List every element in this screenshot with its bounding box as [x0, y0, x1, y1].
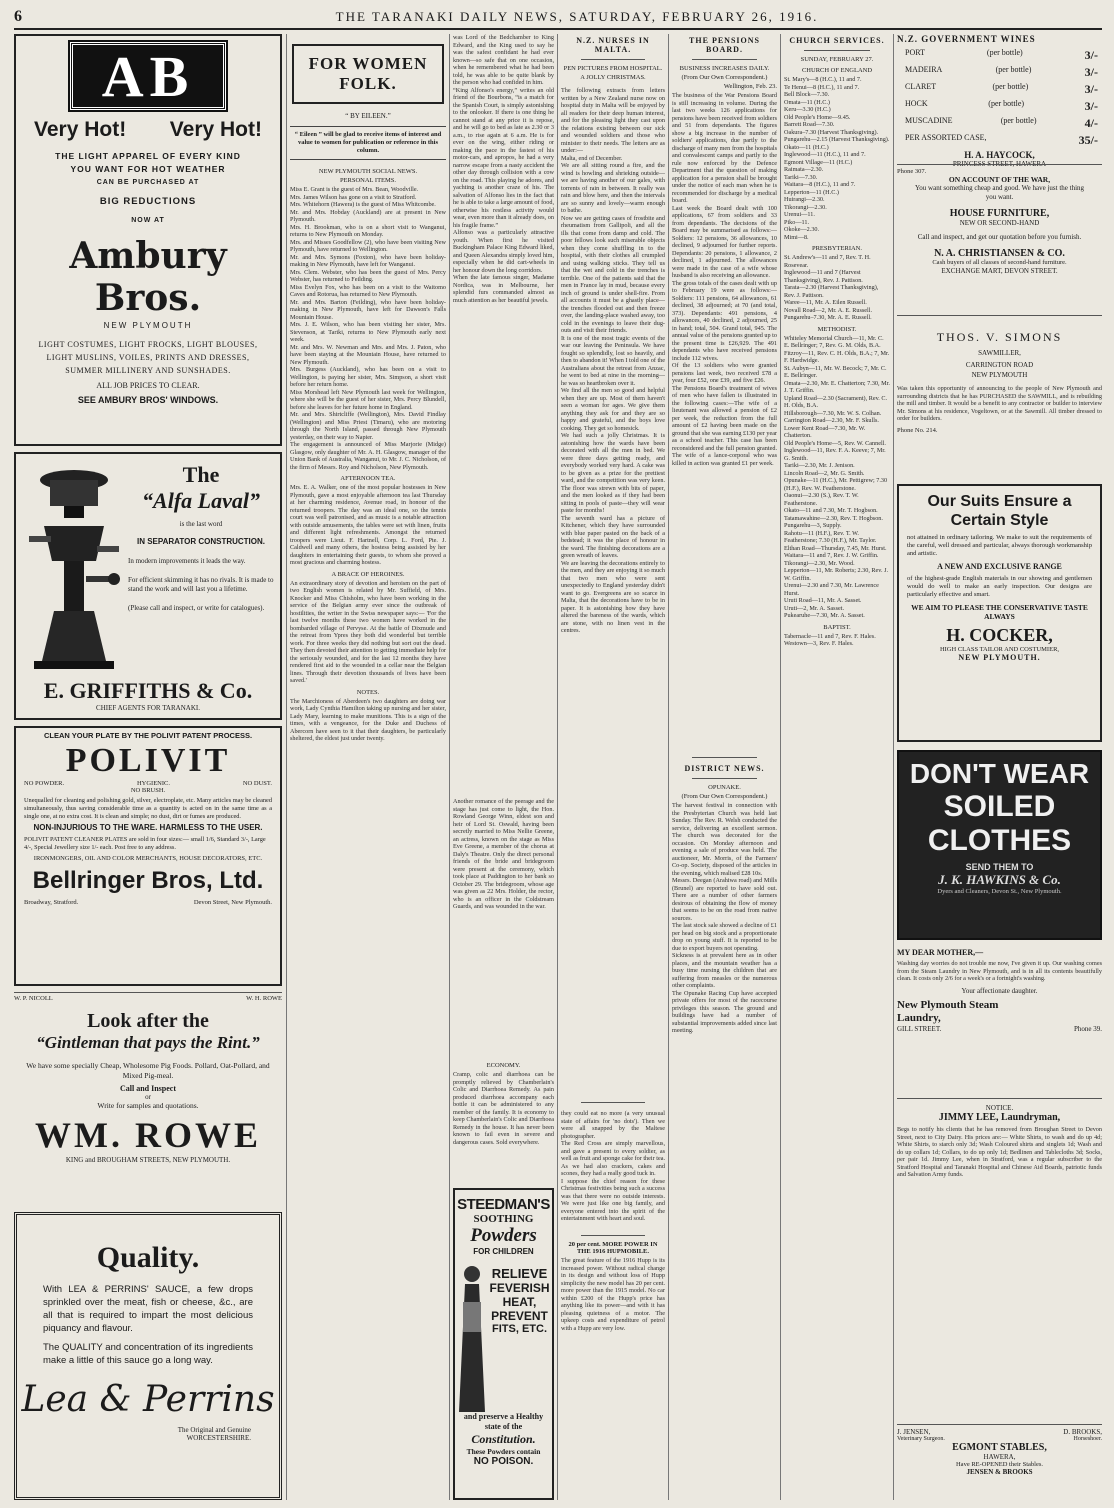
- church-section-text: St. Andrew's—11 and 7, Rev. T. H. Rosevear. Inglewood—11 and 7 (Harvest Thanksgiving), Rev. J. Pattison. Tarata—2.30 (Harvest Thanksgiving), Rev. J. Pattison. Waree—11, Mr. A. Eilen Russell. Novall Road—2, Mr. A. E. Russell. Pungarehu–7.30, Mr. A. E. Russell.: [784, 254, 879, 321]
- wine-name: MUSCADINE: [905, 116, 953, 125]
- lea-footer: The Original and Genuine WORCESTERSHIRE.: [177, 1426, 251, 1442]
- church-section-head: METHODIST.: [817, 325, 857, 333]
- jimmy-lee-notice: [897, 1104, 1102, 1384]
- steedman-constitution: Constitution.: [471, 1432, 536, 1446]
- soiled-send: SEND THEM TO: [965, 862, 1034, 872]
- simons-ad: [897, 322, 1102, 472]
- pensions-title: THE PENSIONS BOARD.: [689, 36, 760, 54]
- notice-name: JIMMY LEE, Laundryman,: [938, 1112, 1061, 1123]
- soiled-clothes-ad: [897, 750, 1102, 940]
- afternoon-tea-head: AFTERNOON TEA.: [340, 475, 396, 482]
- pensions-text: The business of the War Pensions Board is still increasing in volume. During the last two weeks 126 applications for pensions have been received from soldiers and 51 from dependants. The figures show a big increase in the number of soldiers' applications, due partly to the discharge of many men from the hospitals and convalescent camps and partly to the rule now enforced by the Defence Department that the question of making application for a pension shall be brought under the notice of each man when he is recommended for discharge by a medical board. Last week the Board dealt with 100 applications, 67 from soldiers and 33 from dependants. The decisions of the Board may be summarised as follows:— Soldiers: 12 pensions, 36 allowances, 10 declined, 9 adjourned for further reports. Dependants: 20 pensions, 1 allowance, 2 declined, 1 adjourned. The allowances were made in the case of a wife whose husband is also receiving an allowance. The gross totals of the cases dealt with up to February 19 were as follows:—Soldiers: 111 pensions, 64 allowances, 61 declined, 38 adjourned; at 70 (and total, 373). Dependants: 491 pensions, 4 allowances, 40 declined, 2 adjourned, 25 in hand; total, 504. Grand total, 945. The annual value of the pensions granted up to the present time is £26,929. The 491 dependants who have received pensions include 112 wives. Of the 13 soldiers who were granted pensions last week, two received £78 a year, four £52, one £39, and five £26. The Pensions Board's treatment of wives of men who have fallen is illustrated in the following cases:—The wife of a lieutenant was allowed a pension of £2 per week, the reduction from the full amount of £2 having been made on the ground that she was earning £130 per year as a school teacher. This case has been reconsidered and the full pension granted. The wife of a lance-corporal who was killed in action was granted £1 per week.: [672, 92, 777, 467]
- wine-row: [905, 116, 1098, 131]
- wine-unit: (per bottle): [1000, 116, 1037, 125]
- lea-body-2: The QUALITY and concentration of its ingredients make a little of this sauce go a long way.: [43, 1342, 253, 1366]
- ab-company: Ambury Bros.: [69, 235, 227, 319]
- personal-items-head: PERSONAL ITEMS.: [339, 177, 397, 184]
- pensions-sub: BUSINESS INCREASES DAILY.: [679, 65, 770, 72]
- wine-price: 3/-: [1084, 65, 1098, 79]
- lea-signature: Lea & Perrins: [21, 1379, 275, 1420]
- polivit-non-injurious: NON-INJURIOUS TO THE WARE. HARMLESS TO THE USER.: [33, 823, 263, 833]
- rowe-right-name: W. H. ROWE: [246, 995, 282, 1002]
- wine-row: [905, 82, 1098, 97]
- alfa-last-word: is the last word: [179, 520, 223, 528]
- wine-price: 4/-: [1084, 116, 1098, 130]
- church-section-text: St. Mary's—8 (H.C.), 11 and 7. Te Henui—8 (H.C.), 11 and 7. Bell Block—7.30. Omata—11 (H.C.) Keru—3.30 (H.C.) Old People's Home—9.45. Barrett Road—7.30. Oakura–7.30 (Harvest Thanksgiving). Pungarehu—2.15 (Harvest Thanksgiving). Okato—11 (H.C.) Inglewood—11 (H.C.), 11 and 7. Egmont Village—11 (H.C.) Raimata—2.30. Tariki—7.30. Waitara—8 (H.C.), 11 and 7. Lepperton—11 (H.C.) Huirangi—2.30. Tikorangi—2.30. Urenui—11. Piko—11. Okoke—2.30. Mimi—8.: [784, 76, 890, 241]
- laundry-body: Washing day worries do not trouble me now, I've given it up. Our washing comes from the Steam Laundry in New Plymouth, and is in all its contents beautifully clean. It costs only 2/6 for a week's or a fortnight's washing.: [897, 960, 1104, 982]
- alfa-improvements: In modern improvements it leads the way.: [128, 557, 246, 565]
- laundry-greeting: MY DEAR MOTHER,—: [897, 948, 984, 957]
- nurse-figure-icon: [457, 1262, 487, 1412]
- laundry-ad: [897, 948, 1102, 1099]
- church-section-head: PRESBYTERIAN.: [811, 245, 863, 252]
- women-folk-notice: “ Eileen ” will be glad to receive items of interest and value to women for publication or reference in this column.: [290, 126, 446, 160]
- cocker-body: not attained in ordinary tailoring. We make to suit the requirements of the careful, well dressed and particular, always thorough workmanship and artistic.: [907, 534, 1092, 557]
- simons-town: NEW PLYMOUTH: [971, 371, 1028, 379]
- christiansen-buyers: Cash buyers of all classes of second-hand furniture.: [932, 259, 1067, 266]
- steedman-heat: HEAT,: [502, 1295, 537, 1309]
- haycock-phone: Phone 307.: [897, 168, 927, 175]
- rowe-left-name: W. P. NICOLL: [14, 995, 53, 1002]
- ab-prices: ALL JOB PRICES TO CLEAR.: [96, 381, 200, 390]
- alfa-catalogues: (Please call and inspect, or write for catalogues).: [128, 604, 265, 612]
- polivit-name: POLIVIT: [65, 742, 231, 779]
- polivit-ad: [14, 726, 282, 986]
- wine-row: [905, 48, 1098, 63]
- rowe-look: Look after the: [87, 1010, 209, 1032]
- steedman-ad: [453, 1188, 554, 1500]
- polivit-hygienic: HYGIENIC.: [136, 780, 170, 787]
- rowe-body: We have some specially Cheap, Wholesome Pig Foods. Pollard, Oat-Pollard, and Mixed Pig-meal.: [26, 1061, 270, 1080]
- society-column: [453, 34, 554, 1500]
- hupmobile-head: 20 per cent. MORE POWER IN THE 1916 HUPMOBILE.: [568, 1241, 658, 1255]
- steedman-for-children: FOR CHILDREN: [473, 1247, 534, 1256]
- notes-head: NOTES.: [356, 688, 380, 696]
- heroines-head: A BRACE OF HEROINES.: [331, 570, 405, 578]
- nurses-text: The following extracts from letters written by a New Zealand nurse now on hospital duty in Malta will be enjoyed by all readers for their deep human interest, and for the pleasing light they cast upon the relations existing between our sick and wounded soldiers and those who minister to their needs. The letters are as under:— Malta, end of December. We are all sitting round a fire, and the wind is howling and shrieking outside—we are having another of our gales, with torrents of rain in between. It really was rain and blow here, and then the intervals are so sunny and lovely—warm enough to bathe. Now we are getting cases of frostbite and rheumatism from Gallipoli, and all the ills that come from damp and cold. The poor fellows look such miserable objects when they come shuffling in to the hospital, with their clothes all crumpled and using walking sticks. They tell us that the wet and cold in the trenches is terrible. One of the patients said that the men in France lay in mud, because every inch of ground is under shell-fire. From all accounts it must be a ghastly place—the trenches flooded out and then freeze over, the landing-place washed away, too cold in the evenings to leave their dug-outs and visit their friends. It is one of the most tragic events of the war our leaving the Peninsula. We have fought so splendidly, lost so heavily, and then to abandon it! When I told one of the Australians about the retreat from Anzac, he went to bed at nine in the morning—he was so heartbroken over it. We find all the men so good and helpful when they are up. Most of them haven't seen a woman for ages. We give them anything they ask for and they are so happy and grateful, and the boys love cooking. They get so homesick. We had such a jolly Christmas. It is astonishing how the wards have been decorated with all the men in bed. We were three days getting ready, and everybody worked very hard. A cake was to be given as a prize for the prettiest ward, and the competition was very keen. The floor was strewn with bits of paper, and the men looked as if they had been sitting in pools of paste—they will wear paste for months! The seventh ward has a picture of Kitchener, which they have surrounded with blue paper pasted on the back of a bedstead; it was the place of honour in the ward. The finishing decorations are a green wreath of leaves. We are leaving the decorations entirely to the men, and they are enjoying it so much that two men who were sent unexpectedly to England yesterday didn't want to go. Evergreens are so scarce in Malta, that the decorations have to be in paper. It is astonishing how they have altered the bareness of the wards, which are stone, with no linen vest in the centres.: [561, 87, 665, 634]
- soiled-dont: DON'T WEAR: [909, 758, 1090, 789]
- cocker-town: NEW PLYMOUTH.: [958, 653, 1041, 662]
- christiansen-house: HOUSE FURNITURE,: [949, 208, 1050, 219]
- bellringer-company: Bellringer Bros, Ltd.: [32, 866, 264, 894]
- christiansen-company: N. A. CHRISTIANSEN & CO.: [934, 248, 1065, 259]
- wine-price: 3/-: [1084, 82, 1098, 96]
- nurses-title: N.Z. NURSES IN MALTA.: [576, 36, 650, 54]
- christiansen-new-or: NEW OR SECOND-HAND: [959, 219, 1040, 227]
- column-rule: [449, 34, 450, 1500]
- masthead: [14, 6, 1102, 30]
- ab-line-5: NOW AT: [131, 217, 165, 224]
- wine-name: PORT: [905, 48, 925, 57]
- wine-unit: (per bottle): [995, 65, 1032, 74]
- ambury-bros-ad: [14, 34, 282, 446]
- column-rule: [668, 34, 669, 1500]
- society-text-2: Another romance of the peerage and the stage has just come to light, the Hon. Rowland George Winn, eldest son and heir of Lord St. Oswald, having been secretly married to Miss Nellie Greene, an actress, known on the stage as Miss Eve Greene, a member of the chorus at Daly's Theatre. Only the direct personal friends of the bride and bridegroom were present at the ceremony, which took place at Paddington to her bank so October 29. The bridegroom, whose age was given as 22 Mrs. Holder, the rector, who is an officer in the Coldstream Guards, and was wounded in the war.: [453, 798, 556, 910]
- column-rule: [893, 34, 894, 1500]
- afternoon-tea-text: Mrs. E. A. Walker, one of the most popular hostesses in New Plymouth, gave a most enjoyable afternoon tea last Thursday at her charming residence, Avenue road, in honour of the returned troopers. The day was an ideal one, so the tennis court was well patronised, and as music is a notable attraction with outside amusements, the tables were set with linen, fruits and different light refreshments. Amongst the returned troopers were Lieut. F. Hartnell, Corp. L. Ford, Pte. J. Caldwell and many others, the hostess being assisted by her daughters in entertaining their guests, to whom she proved a most gracious and charming hostess.: [290, 484, 448, 566]
- steedman-prevent: PREVENT: [491, 1309, 548, 1323]
- wine-unit: (per bottle): [992, 82, 1029, 91]
- egmont-left-sub: Veterinary Surgeon.: [897, 1436, 945, 1442]
- separator-icon: [24, 466, 124, 671]
- steedman-soothing: SOOTHING: [473, 1213, 534, 1225]
- simons-body: Was taken this opportunity of announcing to the people of New Plymouth and surrounding districts that he has PURCHASED the SAWMILL, and is rebuilding the mill and timber. It would be a benefit to any contractor or builder to interview Mr. Simons at his residence, Vogeltown, or at the Sawmill. All timber dressed to order for builders.: [897, 385, 1104, 422]
- lea-headline: Quality.: [96, 1241, 200, 1274]
- rowe-address: KING and BROUGHAM STREETS, NEW PLYMOUTH.: [65, 1156, 231, 1164]
- society-text-1: was Lord of the Bedchamber to King Edward, and the King used to say he was the safest confidant he had ever known—so safe that on one occasion, when he remembered what he had been told, he was able to be quite blank by the person who had confided in him. “King Alfonso's energy,” writes an old friend of the Bourbons, “is a match for the Spanish Court, is simply astonishing to the onlooker. If there is one thing he cannot stand at any price it is repose, and he will go to bed as late as 2.30 or 3 a.m., to rise again at 6 a.m. He is for ever on the wing, either riding or making the pace in the fastest of his motor-cars, and apropos, he had a very narrow escape from a nasty accident the other day through collision with a cow on the road. This playing he adores, and yachting is another craze of his. The salvation of Alfonso lies in the fact that he is able to take a large amount of food, otherwise his restless activity would wear, even more than it already does, on his fragile frame.” Alfonso was a particularly attractive youth. When first he visited Buckingham Palace King Edward liked, and Queen Alexandra simply loved him, especially when he did cart-wheels in her honour down the long corridors. When the late famous singer, Madame Nordica, was in Melbourne, her splendid furs commanded almost as much attention as her beautiful jewels.: [453, 34, 554, 304]
- bellringer-addr-right: Devon Street, New Plymouth.: [193, 898, 272, 906]
- ab-line-4: BIG REDUCTIONS: [99, 196, 197, 207]
- wine-price: 3/-: [1084, 99, 1098, 113]
- nurses-text-2: they could eat no more (a very unusual state of affairs for 'no dots'). Then we were all snapped by the Maltese photographer. The Red Cross are simply marvellous, and gave a present to every soldier, as well as fruit and sponge cake for their tea. As we had also crackers, cakes and scones, they had a really good tuck in. I suppose the chief reason for these Christmas festivities being such a success was that there were no outside interests. We were just like one big family, and everyone entered into the spirit of the entertainment with heart and soul.: [561, 1110, 665, 1222]
- pensions-corr: (From Our Own Correspondent.): [681, 74, 768, 81]
- church-section-text: Whiteley Memorial Church—11, Mr. C. E. Bellringer; 7, Rev. G. M. Olds, B.A. Fitzroy—11, Rev. C. H. Olds, B.A.; 7, Mr. F. Hardwidge. St. Aubyn—11, Mr. W. Becock; 7, Mr. C. E. Bellringer. Omata—2.30, Mr. E. Chatterton; 7.30, Mr. J. T. Griffin. Upland Road—2.30 (Sacrament), Rev. C. H. Olds, B.A. Hillsborough—7.30, Mr. W. S. Colhan. Carrington Road—2.30, Mr. F. Skulls. Lower Kent Road—7.30, Mr. W. Chatterton. Old People's Home—5, Rev. W. Cannell. Inglewood—11, Rev. F. A. Keeve; 7, Mr. G. Smith. Tariki—2.30, Mr. J. Jenison. Lincoln Road—2, Mr. G. Smith. Opunake—11 (H.C.), Mr. Pettigrew; 7.30 (H.F.), Rev. W. Featherstone. Oaonui—2.30 (S.), Rev. T. W. Featherstone. Okato—11 and 7.30, Mr. T. Hogbson. Tatamawahine—2.30, Rev. T. Hogbson. Pungarehu—3, Supply. Rahotu—11 (H.F.), Rev. T. W. Featherstone; 7.30 (H.F.), Mr. Taylor. Elthan Road—Thursday, 7.45, Mr. Hurst. Waitara—11 and 7, Rev. J. W. Griffin. Tikorangi—2.30, Mr. Wood. Lepperton—11, Mr. Roberts; 2.30, Rev. J. W. Griffin. Urenui—2.30 and 7.30, Mr. Lawrence Hurst. Uruti Road—11, Mr. A. Sasset. Uruti—2, Mr. A. Sasset. Pukearuhe—7.30, Mr. A. Sasset.: [784, 334, 890, 619]
- cream-separator-illustration: [24, 466, 124, 671]
- simons-name: THOS. V. SIMONS: [936, 330, 1063, 344]
- notes-text: The Marchioness of Aberdeen's two daughters are doing war work, Lady Cynthia Hamilton taking up nursing and her sister, Lady Mary, learning to make munitions. This is a sign of the times, with a vengeance, for the Duke and Duchess of Abercorn have seen to it that their daughters, be particularly sheltered, the eldest just under twenty.: [290, 697, 448, 742]
- laundry-phone: Phone 39.: [1074, 1024, 1102, 1033]
- ab-line-3: CAN BE PURCHASED AT: [96, 179, 200, 186]
- economy-text: Cramp, colic and diarrhoea can be promptly relieved by Chamberlain's Colic and Diarrhoea Remedy. As pain produced diarrhoea accompany each bottle it can be administered to any member of the family. It is economy to keep Chamberlain's Colic and Diarrhoea Remedy in the house. It has never been known to fail even in severe and dangerous cases. Sold everywhere.: [453, 1071, 556, 1146]
- ab-windows: SEE AMBURY BROS' WINDOWS.: [77, 395, 219, 405]
- lea-perrins-ad: [14, 1212, 282, 1500]
- church-column: [784, 34, 890, 1500]
- church-section-head: CHURCH OF ENGLAND: [801, 67, 873, 74]
- wines-header: N.Z. GOVERNMENT WINES: [897, 34, 1036, 44]
- polivit-unequalled: Unequalled for cleaning and polishing gold, silver, electroplate, etc. Many articles may be cleaned simultaneously, thus saving considerable time as a quantity is acted on in the same time as a single one, at no extra cost. It is clean and simple; no dust, dirt or fumes are produced.: [24, 797, 272, 820]
- wm-rowe-ad: [14, 992, 282, 1203]
- pensions-column: [672, 34, 777, 1500]
- polivit-cleaners: POLIVIT PATENT CLEANER PLATES are sold in four sizes:— small 1/6, Standard 3/-, Large 4/-, Special Jewellery size 1/- each. Post free to any address.: [24, 836, 266, 852]
- opunake-text: The harvest festival in connection with the Presbyterian Church was held last Sunday. The Rev. R. Welsh conducted the service, delivering an excellent sermon. The church was decorated for the occasion. On Monday afternoon and evening a sale of produce was held. The auctioneer, Mr. Morris, of the Farmers' Co-op. Society, disposed of the articles in the evening, which realised £28 10s. Messrs. Deegan (Arahiwa road) and Mills (Brunel) are reported to have sold out. There are a number of other farmers desirous of obtaining the flow of money that seems to be on the road from native sources. The last stock sale showed a decline of £1 per head on big stock and a proportionate drop on young stuff. It is reported to be due to export buyers not operating. Sickness is at prevalent here as in other places, and the mountain weather has a busy time nursing the children that are suffering from measles or the numerous other complaints. The Opunake Racing Cup have accepted private offers for most of the racecourse privileges this season. The ground and buildings have had a number of substantial improvements added since last meeting.: [672, 802, 777, 1034]
- christiansen-address: EXCHANGE MART, DEVON STREET.: [941, 267, 1058, 275]
- wine-row: [905, 133, 1098, 148]
- cocker-aim: WE AIM TO PLEASE THE CONSERVATIVE TASTE ALWAYS: [911, 603, 1088, 621]
- steedman-powders: Powders: [470, 1225, 537, 1246]
- simons-phone: Phone No. 214.: [897, 426, 938, 434]
- rowe-gintleman: “Gintleman that pays the Rint.”: [36, 1033, 260, 1052]
- wine-row: [905, 99, 1098, 114]
- ab-items: LIGHT COSTUMES, LIGHT FROCKS, LIGHT BLOUSES, LIGHT MUSLINS, VOILES, PRINTS AND DRESSES, SUMMER MILLINERY AND SUNSHADES.: [38, 340, 258, 375]
- church-section-head: BAPTIST.: [823, 623, 851, 631]
- haycock-address: PRINCESS STREET, HAWERA: [952, 160, 1047, 168]
- ab-line-2: YOU WANT FOR HOT WEATHER: [70, 164, 226, 174]
- egmont-body: Have RE-OPENED their Stables.: [955, 1461, 1043, 1468]
- steedman-preserve: and preserve a Healthy state of the: [463, 1412, 544, 1431]
- column-rule: [557, 34, 558, 1500]
- alfa-name: “Alfa Laval”: [142, 488, 260, 513]
- ab-line-1: THE LIGHT APPAREL OF EVERY KIND: [55, 151, 241, 161]
- wine-name: HOCK: [905, 99, 928, 108]
- steedman-name: STEEDMAN'S: [457, 1196, 550, 1213]
- rowe-or: or: [145, 1093, 151, 1101]
- alfa-separator: IN SEPARATOR CONSTRUCTION.: [136, 537, 265, 546]
- soiled-sub: Dyers and Cleaners, Devon St., New Plymouth.: [937, 888, 1062, 895]
- church-date: SUNDAY, FEBRUARY 27.: [800, 56, 874, 63]
- rowe-company: WM. ROWE: [35, 1115, 261, 1155]
- ab-logo: AB: [70, 42, 226, 110]
- economy-head: ECONOMY.: [486, 1062, 521, 1069]
- steedman-feverish: FEVERISH: [489, 1281, 550, 1295]
- page-number: 6: [14, 8, 22, 25]
- heroines-text: An extraordinary story of devotion and heroism on the part of two English women is related by Mr. Suffield, of Mrs. Knocker and Miss Chisholm, who have been working in the service of the Belgian army ever since the outbreak of hostilities, the writer in the Swiss newspaper says:— 'For the last twelve months these two women have worked in the bombarded village of Pervyse. At the battle of Dixmude and the retreat from Ypres they both did wonderful but terrible work. For three weeks they did nothing but sort out the dead. They then devoted their attention to getting immediate help for the seriously wounded, and for the last 12 months they have rendered first aid to the wounded in a cellar near the Belgian lines. Through their devotion thousands of lives have been saved.': [290, 579, 448, 684]
- lea-body: With LEA & PERRINS' SAUCE, a few drops sprinkled over the meat, fish or cheese, &c., are all that is required to impart the most delicious piquancy and flavour.: [43, 1284, 253, 1334]
- nurses-sub-1: PEN PICTURES FROM HOSPITAL.: [563, 65, 663, 72]
- opunake-head: OPUNAKE.: [708, 784, 741, 791]
- simons-road: CARRINGTON ROAD: [965, 361, 1034, 369]
- social-news-head: NEW PLYMOUTH SOCIAL NEWS.: [318, 168, 418, 175]
- notice-body: Begs to notify his clients that he has removed from Broughan Street to Devon Street, next to City Dairy. His prices are:— White Shirts, to wash and do up 4d; White Shirts, to starch only 3d; Wash Coloured shirts and singlets 1d; Wash and do up collars 1d; Collars, to do up only 1d; Bedlinen and Tablecloths 3d; Socks, per pair 1d. Jimmy Lee, when in Stratford, was a regular subscriber to the Stratford Hospital and Taranaki Hospital and Chinese Aid Boards, patriotic funds and Salvation Army funds.: [897, 1126, 1104, 1178]
- haycock-company: H. A. HAYCOCK,: [964, 150, 1035, 160]
- steedman-fits: FITS, ETC.: [492, 1323, 547, 1335]
- laundry-street: GILL STREET.: [897, 1024, 942, 1033]
- ad-column-left: [14, 34, 282, 1500]
- alfa-the: The: [182, 462, 220, 487]
- wine-name: PER ASSORTED CASE,: [905, 133, 987, 142]
- ab-headline-right: Very Hot!: [169, 118, 262, 141]
- wine-row: [905, 65, 1098, 80]
- column-rule: [286, 34, 287, 1500]
- cocker-new: A NEW AND EXCLUSIVE RANGE: [937, 562, 1062, 571]
- nurses-sub-2: A JOLLY CHRISTMAS.: [580, 74, 646, 81]
- egmont-stables-ad: [897, 1424, 1102, 1501]
- cocker-trade: HIGH CLASS TAILOR AND COSTUMIER,: [939, 646, 1060, 653]
- egmont-footer: JENSEN & BROOKS: [966, 1468, 1033, 1476]
- wine-price: 35/-: [1078, 133, 1098, 147]
- alfa-agents: CHIEF AGENTS FOR TARANAKI.: [96, 704, 200, 712]
- steedman-poison: NO POISON.: [473, 1456, 534, 1467]
- ab-headline-left: Very Hot!: [34, 118, 127, 141]
- opunake-corr: (From Our Own Correspondent.): [681, 793, 768, 800]
- column-rule: [780, 34, 781, 1500]
- soiled-clothes: CLOTHES: [927, 824, 1072, 857]
- alfa-laval-ad: [14, 452, 282, 720]
- egmont-right-sub: Horseshoer.: [1073, 1436, 1102, 1442]
- wines-ad: [897, 34, 1102, 175]
- wine-unit: (per bottle): [986, 48, 1023, 57]
- polivit-no-powder: NO POWDER.: [24, 780, 65, 787]
- polivit-no-brush: NO BRUSH.: [130, 787, 166, 794]
- district-news-head: DISTRICT NEWS.: [684, 764, 765, 773]
- cocker-headline: Our Suits Ensure a Certain Style: [927, 493, 1072, 529]
- egmont-right: D. BROOKS,: [1063, 1428, 1102, 1436]
- church-section-text: Tabernacle—11 and 7, Rev. F. Hales. Westown—3, Rev. F. Hales.: [784, 632, 876, 647]
- simons-sawmiller: SAWMILLER,: [978, 349, 1021, 357]
- polivit-ironmongers: IRONMONGERS, OIL AND COLOR MERCHANTS, HOUSE DECORATORS, ETC.: [33, 854, 263, 862]
- wine-name: CLARET: [905, 82, 937, 91]
- cocker-range: of the highest-grade English materials in our showing and gentlemen would do well to make an early inspection. Our designs are particularly effective and smart.: [907, 575, 1092, 598]
- egmont-company: EGMONT STABLES,: [952, 1442, 1047, 1453]
- masthead-title: THE TARANAKI DAILY NEWS, SATURDAY, FEBRUARY 26, 1916.: [335, 9, 819, 24]
- wine-name: MADEIRA: [905, 65, 943, 74]
- ad-column-right: [897, 34, 1102, 1500]
- steedman-relieve: RELIEVE: [491, 1266, 548, 1281]
- egmont-town: HAWERA,: [983, 1453, 1016, 1461]
- bellringer-addr-left: Broadway, Stratford.: [24, 898, 79, 906]
- laundry-company: New Plymouth Steam Laundry,: [897, 998, 999, 1024]
- laundry-closing: Your affectionate daughter.: [961, 986, 1038, 995]
- personal-items-text: Miss E. Grant is the guest of Mrs. Bean, Woodville. Mrs. James Wilson has gone on a visit to Stratford. Mrs. Whitehorn (Hawera) is the guest of Miss Whitcombe. Mr. and Mrs. Hobday (Auckland) are at present in New Plymouth. Mrs. H. Brookman, who is on a short visit to Wanganui, returns to New Plymouth on Monday. Mrs. and Misses Goodfellow (2), who have been visiting New Plymouth, have returned to Wellington. Mr. and Mrs. Symons (Foxton), who have been holiday-making in New Plymouth, have left for Wanganui. Mrs. Clem. Webster, who has been the guest of Mrs. Percy Webster, has returned to Feilding. Miss Evelyn Fox, who has been on a visit to the Waitomo Caves and Rotorua, has returned to New Plymouth. Mr. and Mrs. Barton (Feilding), who have been holiday-making in New Plymouth, have left for Dawson's Falls Mountain House. Mrs. J. E. Wilson, who has been visiting her sister, Mrs. Stevenson, at Tariki, returns to New Plymouth early next week. Mr. and Mrs. W. Newman and Mrs. and Mrs. J. Paton, who have been staying at the Mountain House, have returned to New Plymouth. Mrs. Burgess (Auckland), who has been on a visit to Wellington, is paying her sister, Mrs. Simpson, a short visit before her return home. Miss Morshead left New Plymouth last week for Wellington, where she will be the guest of her sister, Mrs. Percy Blundell, before she leaves for her future home in England. Mr. and Mrs. Shirtcliffe (Wellington), Mrs. David Findlay (Wellington) and Miss Priest (Timaru), who are motoring through the North Island, passed through New Plymouth yesterday, on their way to Napier. The engagement is announced of Miss Marjorie (Midge) Glasgow, only daughter of Mr. A. H. Glasgow, manager of the Union Bank of Australia, Wanganui, to Mr. J. C. Nicholson, of the firm of Messrs. Roy and Nicholson, New Plymouth.: [290, 186, 446, 471]
- cocker-ad: [897, 484, 1102, 742]
- pensions-dateline: Wellington, Feb. 23.: [723, 83, 777, 90]
- soiled-company: J. K. HAWKINS & Co.: [938, 872, 1061, 887]
- polivit-no-dust: NO DUST.: [242, 780, 272, 787]
- christiansen-war: ON ACCOUNT OF THE WAR,: [948, 175, 1051, 184]
- ab-town: NEW PLYMOUTH: [103, 321, 193, 330]
- christiansen-body: You want something cheap and good. We have just the thing you want.: [914, 184, 1085, 201]
- nurses-continued: [561, 1110, 665, 1500]
- steedman-contain: These Powders contain: [466, 1447, 541, 1456]
- alfa-company: E. GRIFFITHS & Co.: [43, 678, 253, 703]
- wine-price: 3/-: [1084, 48, 1098, 62]
- egmont-left: J. JENSEN,: [897, 1428, 931, 1436]
- soiled-soiled: SOILED: [943, 790, 1056, 823]
- women-folk-column: [290, 34, 446, 1500]
- wine-unit: (per bottle): [988, 99, 1025, 108]
- alfa-efficient: For efficient skimming it has no rivals. It is made to stand the work and will last you a lifetime.: [128, 576, 274, 593]
- christiansen-call: Call and inspect, and get our quotation before you furnish.: [917, 233, 1082, 241]
- cocker-company: H. COCKER,: [946, 625, 1053, 645]
- rowe-call: Call and Inspect: [119, 1084, 176, 1093]
- hupmobile-text: The great feature of the 1916 Hupp is its increased power. Without radical change in its design and without loss of Hupp simplicity the new model has 20 per cent. more power than the 1915 model. No car within £200 of the Hupp's price has anything like its power—and with it has pleasing quietness of a motor. The upkeep costs and expenditure of petrol with a Hupp are very low.: [561, 1257, 667, 1332]
- church-title: CHURCH SERVICES.: [789, 36, 885, 45]
- women-folk-title-box: [292, 44, 444, 104]
- women-folk-title: FOR WOMEN FOLK.: [308, 54, 428, 93]
- women-folk-byline: “ BY EILEEN.”: [345, 112, 391, 120]
- polivit-top: CLEAN YOUR PLATE BY THE POLIVIT PATENT PROCESS.: [43, 731, 253, 740]
- rowe-write: Write for samples and quotations.: [97, 1101, 199, 1110]
- notice-header: NOTICE.: [985, 1104, 1014, 1112]
- christiansen-ad: [897, 164, 1102, 316]
